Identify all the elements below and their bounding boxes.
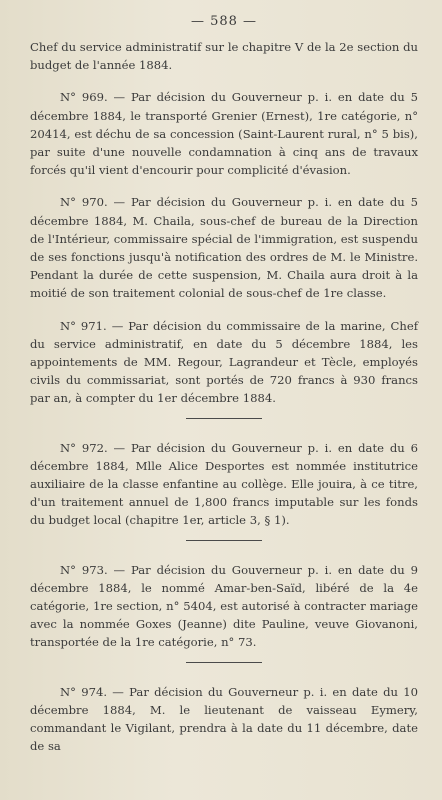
page-number: — 588 — xyxy=(190,14,258,29)
entry-973: N° 973. — Par décision du Gouverneur p. i. en date du 9 décembre 1884, le nommé Amar-ben-Saïd, libéré de la 4e catégorie, 1re section, n° 5404, est autorisé à contracter mariage avec la nommée Goxes (Jeanne) dite Pauline, veuve Giovanoni, transportée de la 1re catégorie, n° 73. xyxy=(30,562,418,650)
spacer xyxy=(30,179,418,193)
entry-970: N° 970. — Par décision du Gouverneur p. i. en date du 5 décembre 1884, M. Chaila, sous-chef de bureau de la Direction de l'Intérieur, commissaire spécial de l'immigration, est suspendu de ses fonctions jusqu'à notification des ordres de M. le Ministre. Pendant la durée de cette suspension, M. Chaila aura droit à la moitié de son traitement colonial de sous-chef de 1re classe. xyxy=(30,195,418,301)
separator-rule xyxy=(186,418,262,419)
intro-paragraph: Chef du service administratif sur le chapitre V de la 2e section du budget de l'année 1884. xyxy=(30,40,418,73)
separator-rule xyxy=(186,662,262,663)
entry-971: N° 971. — Par décision du commissaire de la marine, Chef du service administratif, en date du 5 décembre 1884, les appointements de MM. Regour, Lagrandeur et Tècle, employés civils du commissariat, sont portés de 720 francs à 930 francs par an, à compter du 1er décembre 1884. xyxy=(30,318,418,406)
separator-rule xyxy=(186,540,262,541)
entry-972: N° 972. — Par décision du Gouverneur p. i. en date du 6 décembre 1884, Mlle Alice Desportes est nommée institutrice auxiliaire de la classe enfantine au collège. Elle jouira, à ce titre, d'un traitement annuel de 1,800 francs imputable sur les fonds du budget local (chapitre 1er, article 3, § 1). xyxy=(30,440,418,528)
spacer xyxy=(30,74,418,88)
spacer xyxy=(30,303,418,317)
entry-974: N° 974. — Par décision du Gouverneur p. i. en date du 10 décembre 1884, M. le lieutenant de vaisseau Eymery, commandant le Vigilant, prendra à la date du 11 décembre, date de sa xyxy=(30,684,418,754)
entry-969: N° 969. — Par décision du Gouverneur p. i. en date du 5 décembre 1884, le transporté Grenier (Ernest), 1re catégorie, n° 20414, est déchu de sa concession (Saint-Laurent rural, n° 5 bis), par suite d'une nouvelle condamnation à cinq ans de travaux forcés qu'il vient d'encourir pour complicité d'évasion. xyxy=(30,90,418,178)
